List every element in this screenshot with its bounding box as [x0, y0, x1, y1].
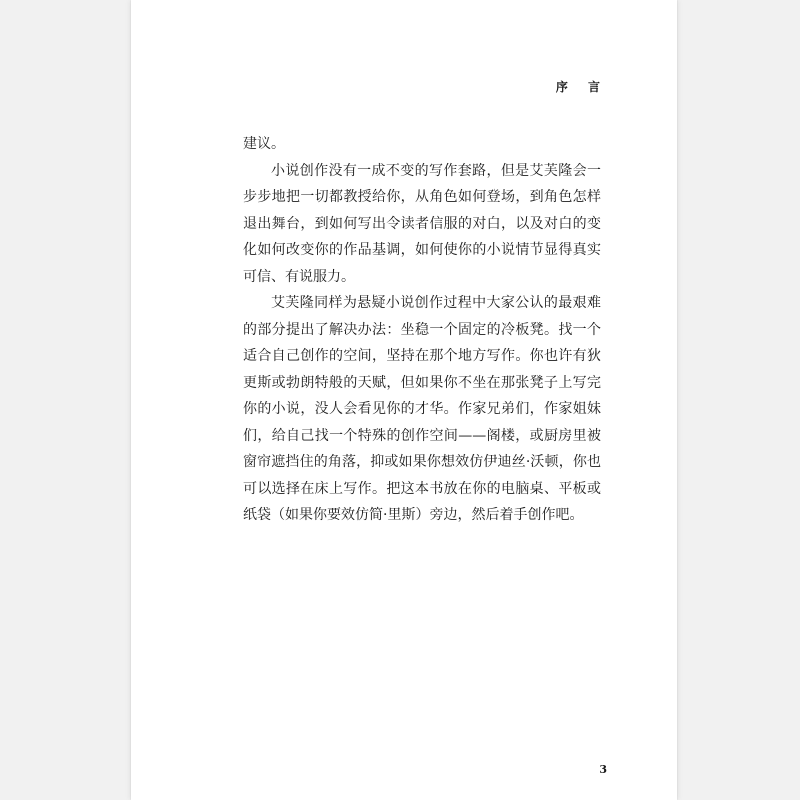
book-page	[131, 0, 677, 800]
paragraph: 小说创作没有一成不变的写作套路，但是艾芙隆会一步步地把一切都教授给你，从角色如何登场，到角色怎样退出舞台，到如何写出令读者信服的对白，以及对白的变化如何改变你的作品基调，如何使你的小说情节显得真实可信、有说服力。	[243, 162, 601, 285]
paragraph: 艾芙隆同样为悬疑小说创作过程中大家公认的最艰难的部分提出了解决办法：坐稳一个固定的冷板凳。找一个适合自己创作的空间，坚持在那个地方写作。你也许有狄更斯或勃朗特般的天赋，但如果你不坐在那张凳子上写完你的小说，没人会看见你的才华。作家兄弟们，作家姐妹们，给自己找一个特殊的创作空间——阁楼，或厨房里被窗帘遮挡住的角落，抑或如果你想效仿伊迪丝·沃顿，你也可以选择在床上写作。把这本书放在你的电脑桌、平板或纸袋（如果你要效仿简·里斯）旁边，然后着手创作吧。	[243, 295, 601, 523]
page-number: 3	[599, 763, 607, 776]
paragraph-continuation: 建议。	[243, 136, 285, 152]
running-head: 序 言	[555, 80, 608, 94]
body-text	[243, 131, 601, 529]
